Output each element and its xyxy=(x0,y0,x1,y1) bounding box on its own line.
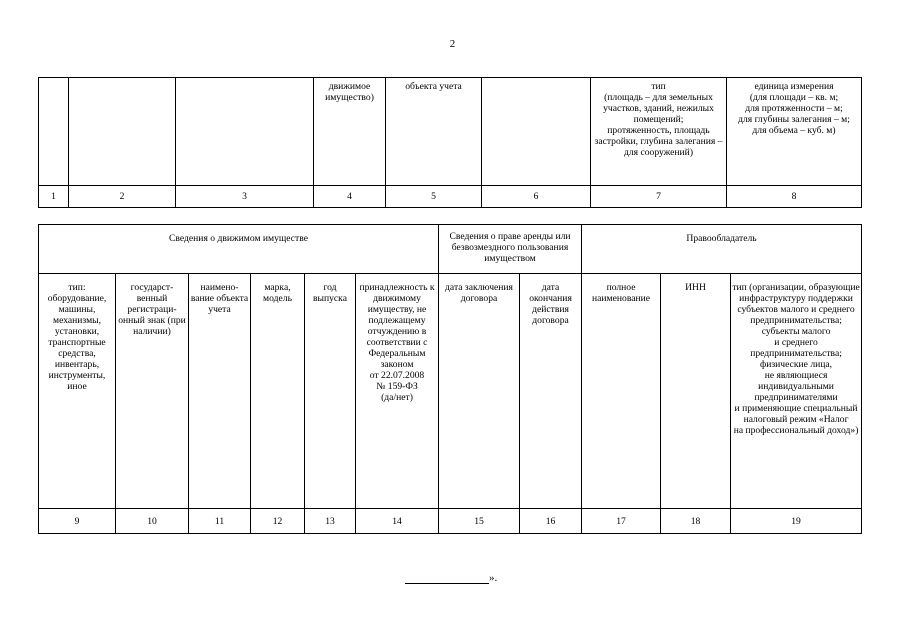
t1-cell-2 xyxy=(69,78,176,186)
header-object-name: наимено- вание объекта учета xyxy=(189,274,251,509)
t1-col-number: 7 xyxy=(591,186,727,208)
t2-col-number: 9 xyxy=(39,509,116,534)
header-full-name: полное наименование xyxy=(582,274,661,509)
closing-line xyxy=(405,571,497,584)
t1-col-number: 5 xyxy=(386,186,482,208)
t2-col-number: 15 xyxy=(439,509,520,534)
header-contract-end: дата окончания действия договора xyxy=(520,274,582,509)
t1-col-number: 2 xyxy=(69,186,176,208)
t1-col-number: 8 xyxy=(727,186,862,208)
header-reg-plate: государст- венный регистраци- онный знак (при наличии) xyxy=(116,274,189,509)
group-right-holder: Правообладатель xyxy=(582,225,862,274)
t2-col-number: 12 xyxy=(251,509,305,534)
t2-col-number: 10 xyxy=(116,509,189,534)
header-inalienable: принадлежность к движимому имуществу, не подлежащему отчуждению в соответствии с Федеральным законом от 22.07.2008 № 159-ФЗ (да/нет) xyxy=(356,274,439,509)
movable-property-table xyxy=(38,224,862,534)
t1-cell-3 xyxy=(176,78,314,186)
header-holder-type: тип (организации, образующие инфраструктуру поддержки субъектов малого и среднего предпринимательства; субъекты малого и среднего предпринимательства; физические лица, не являющиеся индивидуальными предпринимателями и применяющие специальный налоговый режим «Налог на профессиональный доход») xyxy=(731,274,862,509)
header-year: год выпуска xyxy=(305,274,356,509)
t2-col-number: 16 xyxy=(520,509,582,534)
closing-quote: ». xyxy=(489,572,498,584)
t1-col-number: 4 xyxy=(314,186,386,208)
blank-line xyxy=(405,571,489,584)
t2-col-number: 17 xyxy=(582,509,661,534)
t1-cell-6 xyxy=(482,78,591,186)
t2-col-number: 18 xyxy=(661,509,731,534)
t1-cell-8: единица измерения (для площади – кв. м; для протяженности – м; для глубины залегания – м; для объема – куб. м) xyxy=(727,78,862,186)
t1-cell-1 xyxy=(39,78,69,186)
t2-col-number: 14 xyxy=(356,509,439,534)
t1-col-number: 6 xyxy=(482,186,591,208)
property-table-continued xyxy=(38,77,862,208)
t1-cell-5: объекта учета xyxy=(386,78,482,186)
t1-cell-4: движимое имущество) xyxy=(314,78,386,186)
header-type: тип: оборудование, машины, механизмы, установки, транспортные средства, инвентарь, инструменты, иное xyxy=(39,274,116,509)
header-inn: ИНН xyxy=(661,274,731,509)
group-movable-property: Сведения о движимом имуществе xyxy=(39,225,439,274)
header-contract-date: дата заключения договора xyxy=(439,274,520,509)
group-lease-info: Сведения о праве аренды или безвозмездного пользования имуществом xyxy=(439,225,582,274)
t1-cell-7: тип (площадь – для земельных участков, зданий, нежилых помещений; протяженность, площадь застройки, глубина залегания – для сооружений) xyxy=(591,78,727,186)
header-brand-model: марка, модель xyxy=(251,274,305,509)
t2-col-number: 19 xyxy=(731,509,862,534)
t2-col-number: 13 xyxy=(305,509,356,534)
page-number: 2 xyxy=(449,38,456,50)
t1-col-number: 3 xyxy=(176,186,314,208)
t1-col-number: 1 xyxy=(39,186,69,208)
t2-col-number: 11 xyxy=(189,509,251,534)
